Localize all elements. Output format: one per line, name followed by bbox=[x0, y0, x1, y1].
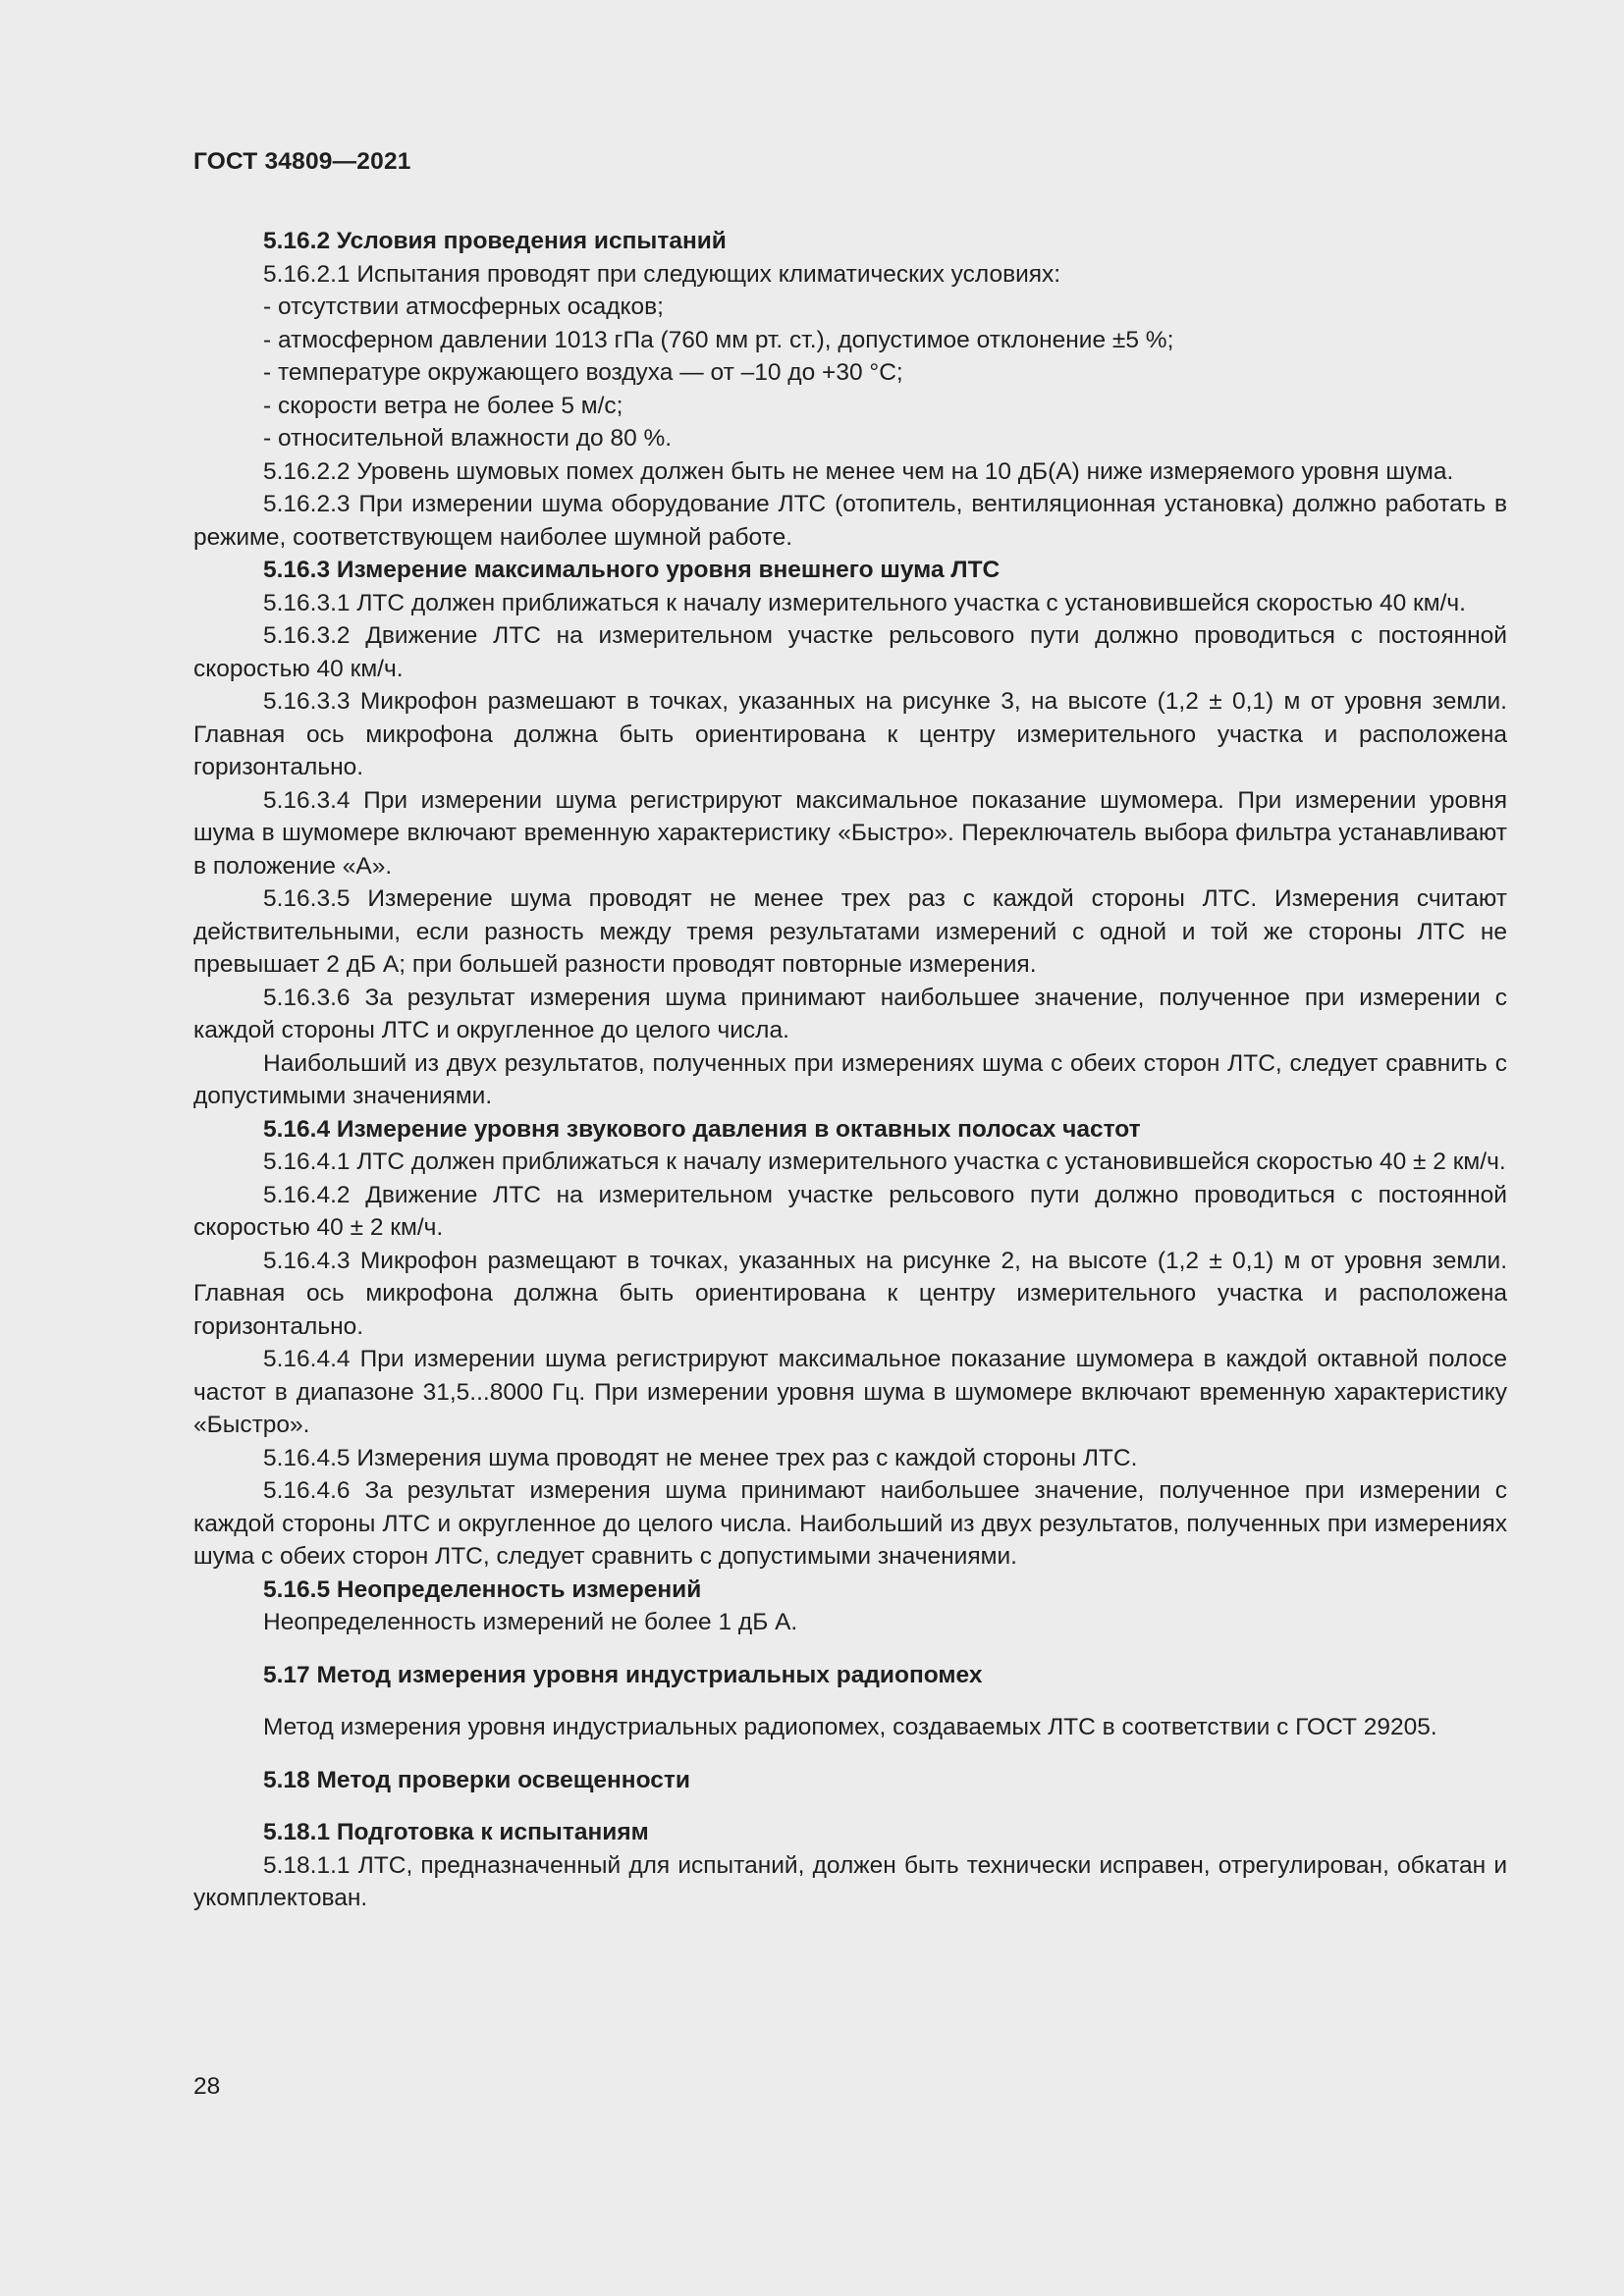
heading-5-17: 5.17 Метод измерения уровня индустриальных радиопомех bbox=[263, 1661, 983, 1688]
paragraph-5-16-3-5: 5.16.3.5 Измерение шума проводят не менее трех раз с каждой стороны ЛТС. Измерения считают действительными, если разность между тремя результатами измерений с одной и той же стороны ЛТС не превышает 2 дБ А; при большей разности проводят повторные измерения. bbox=[193, 885, 1507, 978]
list-item: - температуре окружающего воздуха — от –10 до +30 °С; bbox=[263, 359, 903, 386]
heading-5-18-1: 5.18.1 Подготовка к испытаниям bbox=[263, 1819, 649, 1845]
heading-5-16-2: 5.16.2 Условия проведения испытаний bbox=[263, 228, 727, 254]
heading-5-16-4: 5.16.4 Измерение уровня звукового давления в октавных полосах частот bbox=[263, 1115, 1141, 1143]
heading-5-16-5: 5.16.5 Неопределенность измерений bbox=[263, 1575, 702, 1603]
paragraph-5-16-2-2: 5.16.2.2 Уровень шумовых помех должен быть не менее чем на 10 дБ(А) ниже измеряемого уровня шума. bbox=[263, 457, 1454, 485]
paragraph-5-16-3-2: 5.16.3.2 Движение ЛТС на измерительном участке рельсового пути должно проводиться с постоянной скоростью 40 км/ч. bbox=[193, 622, 1507, 682]
page-number: 28 bbox=[193, 2073, 221, 2100]
list-item: - отсутствии атмосферных осадков; bbox=[263, 294, 664, 320]
paragraph-5-16-4-2: 5.16.4.2 Движение ЛТС на измерительном участке рельсового пути должно проводиться с постоянной скоростью 40 ± 2 км/ч. bbox=[193, 1181, 1507, 1241]
list-item: - атмосферном давлении 1013 гПа (760 мм рт. ст.), допустимое отклонение ±5 %; bbox=[263, 326, 1174, 353]
paragraph-5-16-2-3: 5.16.2.3 При измерении шума оборудование ЛТС (отопитель, вентиляционная установка) должно работать в режиме, соответствующем наиболее шумной работе. bbox=[193, 491, 1507, 551]
document-body bbox=[193, 225, 1507, 1915]
paragraph-5-16-3-4: 5.16.3.4 При измерении шума регистрируют максимальное показание шумомера. При измерении уровня шума в шумомере включают временную характеристику «Быстро». Переключатель выбора фильтра устанавливают в положение «А». bbox=[193, 786, 1507, 880]
paragraph-5-17: Метод измерения уровня индустриальных радиопомех, создаваемых ЛТС в соответствии с ГОСТ 29205. bbox=[263, 1714, 1437, 1740]
paragraph-5-16-4-5: 5.16.4.5 Измерения шума проводят не менее трех раз с каждой стороны ЛТС. bbox=[263, 1444, 1138, 1471]
paragraph-5-16-3-6: 5.16.3.6 За результат измерения шума принимают наибольшее значение, полученное при измерении с каждой стороны ЛТС и округленное до целого числа. bbox=[193, 984, 1507, 1043]
list-item: - скорости ветра не более 5 м/с; bbox=[263, 392, 623, 419]
paragraph-5-16-4-1: 5.16.4.1 ЛТС должен приближаться к началу измерительного участка с установившейся скоростью 40 ± 2 км/ч. bbox=[263, 1148, 1506, 1175]
paragraph-5-16-2-1: 5.16.2.1 Испытания проводят при следующих климатических условиях: bbox=[263, 260, 1061, 288]
document-header: ГОСТ 34809—2021 bbox=[193, 148, 411, 175]
paragraph-5-16-4-6: 5.16.4.6 За результат измерения шума принимают наибольшее значение, полученное при измерении с каждой стороны ЛТС и округленное до целого числа. Наибольший из двух результатов, полученных при измерениях шума с обеих сторон ЛТС, следует сравнить с допустимыми значениями. bbox=[193, 1477, 1507, 1570]
list-item: - относительной влажности до 80 %. bbox=[263, 425, 673, 452]
paragraph-5-16-3-1: 5.16.3.1 ЛТС должен приближаться к началу измерительного участка с установившейся скоростью 40 км/ч. bbox=[263, 589, 1466, 616]
paragraph-5-16-4-3: 5.16.4.3 Микрофон размещают в точках, указанных на рисунке 2, на высоте (1,2 ± 0,1) м от уровня земли. Главная ось микрофона должна быть ориентирована к центру измерительного участка и расположена горизонтально. bbox=[193, 1247, 1507, 1340]
heading-5-16-3: 5.16.3 Измерение максимального уровня внешнего шума ЛТС bbox=[263, 557, 1001, 583]
heading-5-18: 5.18 Метод проверки освещенности bbox=[263, 1766, 690, 1793]
paragraph-5-16-3-3: 5.16.3.3 Микрофон размешают в точках, указанных на рисунке 3, на высоте (1,2 ± 0,1) м от уровня земли. Главная ось микрофона должна быть ориентирована к центру измерительного участка и расположена горизонтально. bbox=[193, 688, 1507, 780]
paragraph-result-note: Наибольший из двух результатов, полученных при измерениях шума с обеих сторон ЛТС, следует сравнить с допустимыми значениями. bbox=[193, 1049, 1507, 1109]
paragraph-5-16-4-4: 5.16.4.4 При измерении шума регистрируют максимальное показание шумомера в каждой октавной полосе частот в диапазоне 31,5...8000 Гц. При измерении уровня шума в шумомере включают временную характеристику «Быстро». bbox=[193, 1346, 1507, 1438]
paragraph-uncertainty: Неопределенность измерений не более 1 дБ А. bbox=[263, 1609, 798, 1635]
paragraph-5-18-1-1: 5.18.1.1 ЛТС, предназначенный для испытаний, должен быть технически исправен, отрегулирован, обкатан и укомплектован. bbox=[193, 1851, 1507, 1911]
